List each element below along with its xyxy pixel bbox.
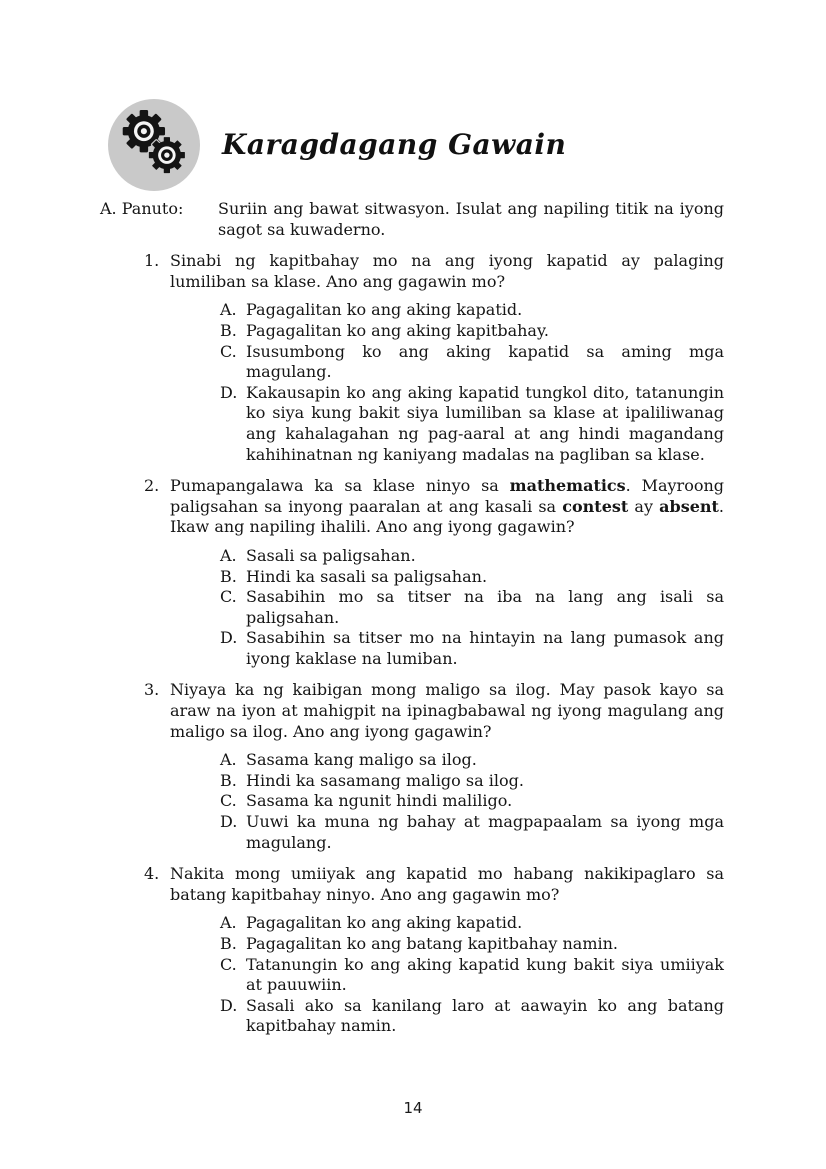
option-letter: A. (220, 545, 237, 565)
option-text: Pagagalitan ko ang aking kapatid. (246, 300, 523, 320)
option-row (220, 771, 724, 792)
option-text: Pagagalitan ko ang aking kapitbahay. (246, 320, 549, 340)
instruction-row (100, 199, 724, 240)
option-row (220, 383, 724, 465)
option-letter: A. (220, 913, 237, 933)
question-item (144, 251, 724, 465)
gears-icon (108, 99, 200, 191)
options-list (220, 300, 724, 465)
question-number: 3. (144, 680, 160, 700)
question-text: Sinabi ng kapitbahay mo na ang iyong kapatid ay palaging lumiliban sa klase. Ano ang gagawin mo? (170, 251, 724, 291)
option-letter: B. (220, 934, 237, 953)
section-header (0, 0, 826, 191)
options-list (220, 750, 724, 853)
question-number: 4. (144, 864, 160, 884)
option-row (220, 913, 724, 934)
page-title: Karagdagang Gawain (222, 128, 567, 161)
option-letter: B. (220, 566, 237, 586)
instruction-text: Suriin ang bawat sitwasyon. Isulat ang napiling titik na iyong sagot sa kuwaderno. (218, 199, 724, 239)
option-row (220, 546, 724, 567)
option-letter: D. (220, 382, 238, 402)
option-row (220, 934, 724, 955)
option-text: Sasabihin sa titser mo na hintayin na lang pumasok ang iyong kaklase na lumiban. (246, 628, 724, 668)
option-letter: D. (220, 995, 238, 1015)
option-row (220, 996, 724, 1037)
option-letter: C. (220, 791, 237, 811)
option-letter: A. (220, 750, 237, 770)
option-letter: D. (220, 628, 238, 648)
options-list (220, 546, 724, 670)
question-number: 2. (144, 476, 160, 496)
option-row (220, 750, 724, 771)
option-text: Kakausapin ko ang aking kapatid tungkol dito, tatanungin ko siya kung bakit siya lumiliban sa klase at ipaliliwanag ang kahalagahan ng pag-aaral at ang hindi magandang kahihinatnan ng kaniyang madalas na pagliban sa klase. (246, 382, 724, 464)
option-text: Hindi ka sasamang maligo sa ilog. (246, 770, 524, 790)
option-letter: B. (220, 770, 237, 790)
option-letter: C. (220, 954, 237, 974)
option-text: Uuwi ka muna ng bahay at magpapaalam sa iyong mga magulang. (246, 812, 724, 852)
question-item (144, 476, 724, 669)
option-text: Pagagalitan ko ang aking kapatid. (246, 913, 523, 933)
option-row (220, 628, 724, 669)
option-letter: D. (220, 812, 238, 832)
option-text: Sasama kang maligo sa ilog. (246, 750, 477, 770)
question-text: Nakita mong umiiyak ang kapatid mo habang nakikipaglaro sa batang kapitbahay ninyo. Ano ang gagawin mo? (170, 864, 724, 904)
page-number: 14 (403, 1099, 423, 1117)
question-text: Niyaya ka ng kaibigan mong maligo sa ilog. May pasok kayo sa araw na iyon at mahigpit na ipinagbabawal ng iyong magulang ang maligo sa ilog. Ano ang iyong gagawin? (170, 680, 724, 741)
option-row (220, 321, 724, 342)
option-letter: C. (220, 587, 237, 607)
option-text: Sasali sa paligsahan. (246, 545, 416, 565)
option-text: Isusumbong ko ang aking kapatid sa aming mga magulang. (246, 341, 724, 382)
option-letter: B. (220, 320, 237, 340)
question-number: 1. (144, 251, 160, 271)
option-letter: C. (220, 341, 237, 361)
instruction-label: A. Panuto: (100, 199, 184, 218)
question-text: Pumapangalawa ka sa klase ninyo sa mathematics. Mayroong paligsahan sa inyong paaralan at ang kasali sa contest ay absent. Ikaw ang napiling ihalili. Ano ang iyong gagawin? (170, 476, 725, 537)
question-item (144, 680, 724, 853)
option-text: Tatanungin ko ang aking kapatid kung bakit siya umiiyak at pauuwiin. (246, 954, 724, 995)
option-row (220, 567, 724, 588)
option-row (220, 812, 724, 853)
option-text: Pagagalitan ko ang batang kapitbahay namin. (246, 934, 619, 953)
options-list (220, 913, 724, 1037)
option-letter: A. (220, 300, 237, 320)
option-row (220, 342, 724, 383)
option-text: Sasama ka ngunit hindi maliligo. (246, 791, 513, 811)
option-text: Sasabihin mo sa titser na iba na lang ang isali sa paligsahan. (246, 587, 724, 627)
question-item (144, 864, 724, 1037)
option-row (220, 955, 724, 996)
option-row (220, 587, 724, 628)
option-text: Sasali ako sa kanilang laro at aawayin ko ang batang kapitbahay namin. (246, 995, 724, 1036)
option-text: Hindi ka sasali sa paligsahan. (246, 566, 488, 586)
option-row (220, 791, 724, 812)
option-row (220, 300, 724, 321)
